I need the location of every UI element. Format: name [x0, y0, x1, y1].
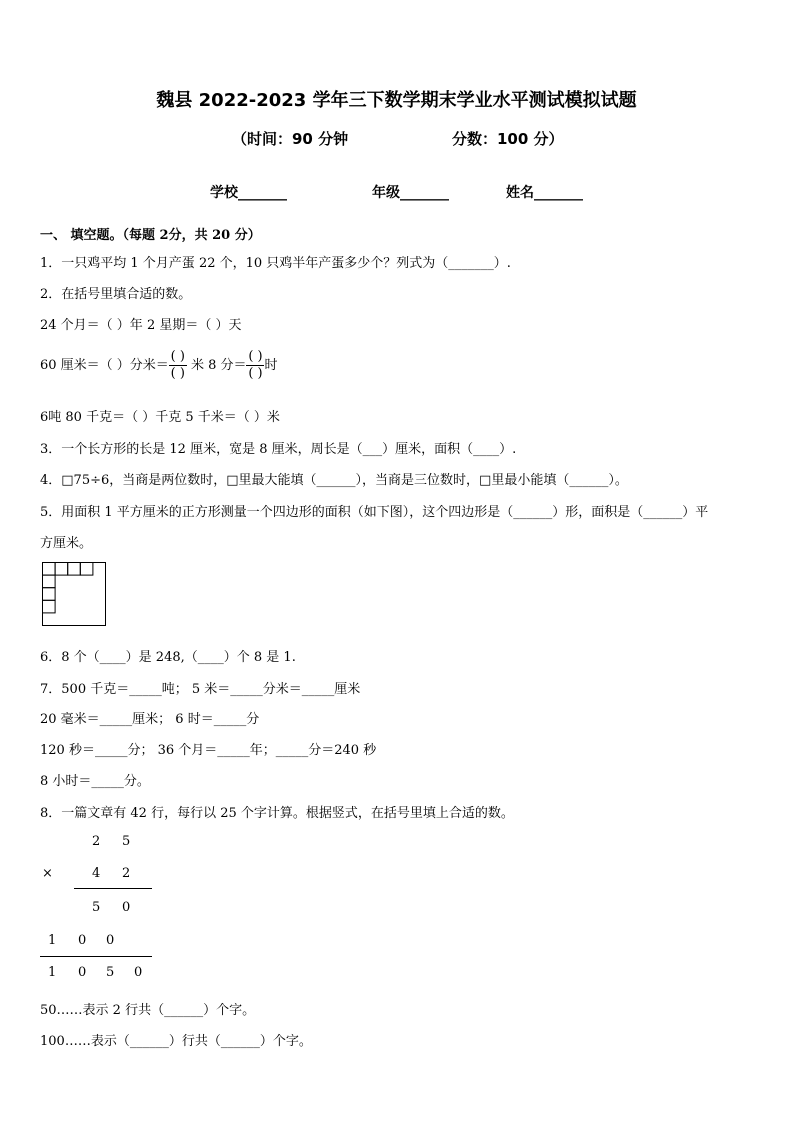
fraction-2-num: ( ) [248, 349, 263, 364]
mult-digit: 2 [122, 866, 131, 881]
q2b-post: 时 [264, 358, 278, 373]
question-5a: 5．用面积 1 平方厘米的正方形测量一个四边形的面积（如下图），这个四边形是（______）形，面积是（______）平 [40, 505, 709, 520]
grade-field: 年级_______ [372, 185, 449, 201]
exam-score: 分数：100 分） [452, 130, 564, 148]
question-2c: 6吨 80 千克＝（ ）千克 5 千米＝（ ）米 [40, 410, 280, 425]
times-sign: × [42, 866, 53, 881]
mult-digit: 0 [122, 900, 131, 915]
question-7a: 7．500 千克＝_____吨； 5 米＝_____分米＝_____厘米 [40, 682, 361, 697]
quadrilateral-grid-figure [42, 562, 106, 626]
section-heading: 一、 填空题。（每题 2分，共 20 分） [40, 228, 261, 243]
mult-rule-2 [40, 956, 152, 957]
question-6: 6．8 个（____）是 248,（____）个 8 是 1. [40, 650, 296, 665]
question-2a: 24 个月＝（ ）年 2 星期＝（ ）天 [40, 318, 242, 333]
mult-digit: 1 [48, 965, 57, 980]
question-7b: 20 毫米＝_____厘米； 6 时＝_____分 [40, 712, 260, 727]
mult-digit: 2 [92, 834, 101, 849]
q2b-mid: 米 8 分＝ [186, 358, 247, 373]
mult-digit: 5 [92, 900, 101, 915]
question-8b: 100……表示（______）行共（______）个字。 [40, 1034, 312, 1049]
mult-digit: 0 [78, 933, 87, 948]
mult-digit: 5 [122, 834, 131, 849]
name-field: 姓名_______ [506, 185, 583, 201]
mult-digit: 0 [78, 965, 87, 980]
mult-digit: 0 [106, 933, 115, 948]
question-8a: 50……表示 2 行共（______）个字。 [40, 1003, 256, 1018]
fraction-2-den: ( ) [248, 366, 263, 381]
question-7d: 8 小时＝_____分。 [40, 774, 150, 789]
question-5b: 方厘米。 [40, 536, 93, 551]
question-3: 3．一个长方形的长是 12 厘米，宽是 8 厘米，周长是（___）厘米，面积（____）. [40, 442, 517, 457]
fraction-1-den: ( ) [170, 366, 185, 381]
question-2b [40, 346, 278, 386]
mult-digit: 1 [48, 933, 57, 948]
q2b-pre: 60 厘米＝（ ）分米＝ [40, 358, 169, 373]
mult-rule-1 [74, 888, 152, 889]
fraction-2 [246, 350, 264, 381]
question-2: 2．在括号里填合适的数。 [40, 287, 192, 302]
exam-time: （时间：90 分钟 [232, 130, 349, 148]
mult-digit: 4 [92, 866, 101, 881]
fraction-1-num: ( ) [170, 349, 185, 364]
mult-digit: 0 [134, 965, 143, 980]
question-7c: 120 秒＝_____分； 36 个月＝_____年；_____分＝240 秒 [40, 743, 377, 758]
fraction-1 [169, 350, 187, 381]
question-4: 4．□75÷6，当商是两位数时，□里最大能填（______），当商是三位数时，□里最小能填（______）。 [40, 473, 628, 488]
page-title: 魏县 2022-2023 学年三下数学期末学业水平测试模拟试题 [156, 90, 637, 111]
question-8: 8．一篇文章有 42 行，每行以 25 个字计算。根据竖式，在括号里填上合适的数。 [40, 806, 514, 821]
question-1: 1．一只鸡平均 1 个月产蛋 22 个，10 只鸡半年产蛋多少个？列式为（_______）. [40, 256, 511, 271]
school-field: 学校_______ [210, 185, 287, 201]
mult-digit: 5 [106, 965, 115, 980]
